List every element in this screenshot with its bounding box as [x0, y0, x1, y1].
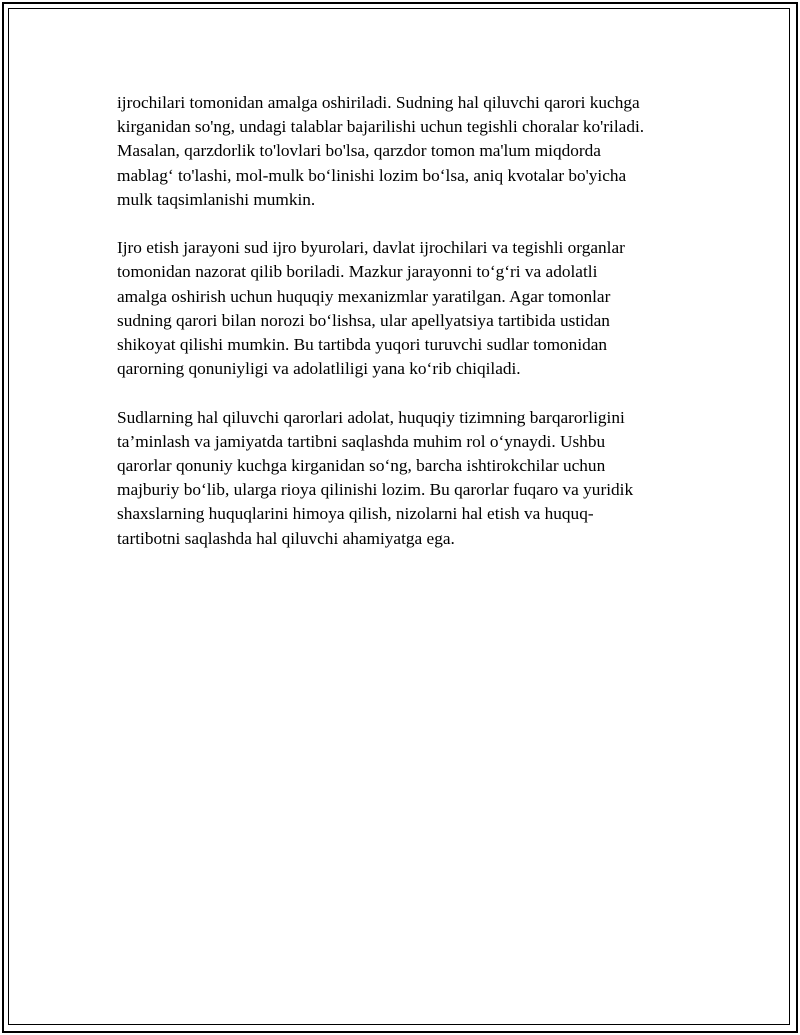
text-line: amalga oshirish uchun huquqiy mexanizmlar yaratilgan. Agar tomonlar	[117, 286, 611, 306]
text-line: majburiy bo‘lib, ularga rioya qilinishi lozim. Bu qarorlar fuqaro va yuridik	[117, 480, 634, 500]
text-line: shaxslarning huquqlarini himoya qilish, nizolarni hal etish va huquq-	[117, 504, 594, 524]
text-line: kirganidan so'ng, undagi talablar bajarilishi uchun tegishli choralar ko'riladi.	[117, 117, 645, 137]
text-line: Ijro etish jarayoni sud ijro byurolari, davlat ijrochilari va tegishli organlar	[117, 238, 625, 258]
text-line: ijrochilari tomonidan amalga oshiriladi. Sudning hal qiluvchi qarori kuchga	[117, 93, 640, 112]
text-line: ta’minlash va jamiyatda tartibni saqlashda muhim rol o‘ynaydi. Ushbu	[117, 431, 606, 451]
text-line: Masalan, qarzdorlik to'lovlari bo'lsa, qarzdor tomon ma'lum miqdorda	[117, 141, 601, 161]
paragraph-1	[117, 91, 707, 212]
paragraph-2	[117, 236, 707, 381]
document-body	[117, 91, 707, 575]
text-line: qarorning qonuniyligi va adolatliligi yana ko‘rib chiqiladi.	[117, 359, 521, 379]
text-line: Sudlarning hal qiluvchi qarorlari adolat, huquqiy tizimning barqarorligini	[117, 407, 625, 427]
text-line: qarorlar qonuniy kuchga kirganidan so‘ng, barcha ishtirokchilar uchun	[117, 456, 606, 476]
text-line: mulk taqsimlanishi mumkin.	[117, 189, 316, 209]
text-line: shikoyat qilishi mumkin. Bu tartibda yuqori turuvchi sudlar tomonidan	[117, 335, 608, 355]
text-line: sudning qarori bilan norozi bo‘lishsa, ular apellyatsiya tartibida ustidan	[117, 310, 610, 330]
text-line: tomonidan nazorat qilib boriladi. Mazkur jarayonni to‘g‘ri va adolatli	[117, 262, 598, 282]
text-line: tartibotni saqlashda hal qiluvchi ahamiyatga ega.	[117, 528, 455, 548]
text-line: mablag‘ to'lashi, mol-mulk bo‘linishi lozim bo‘lsa, aniq kvotalar bo'yicha	[117, 165, 627, 185]
paragraph-3	[117, 406, 707, 551]
